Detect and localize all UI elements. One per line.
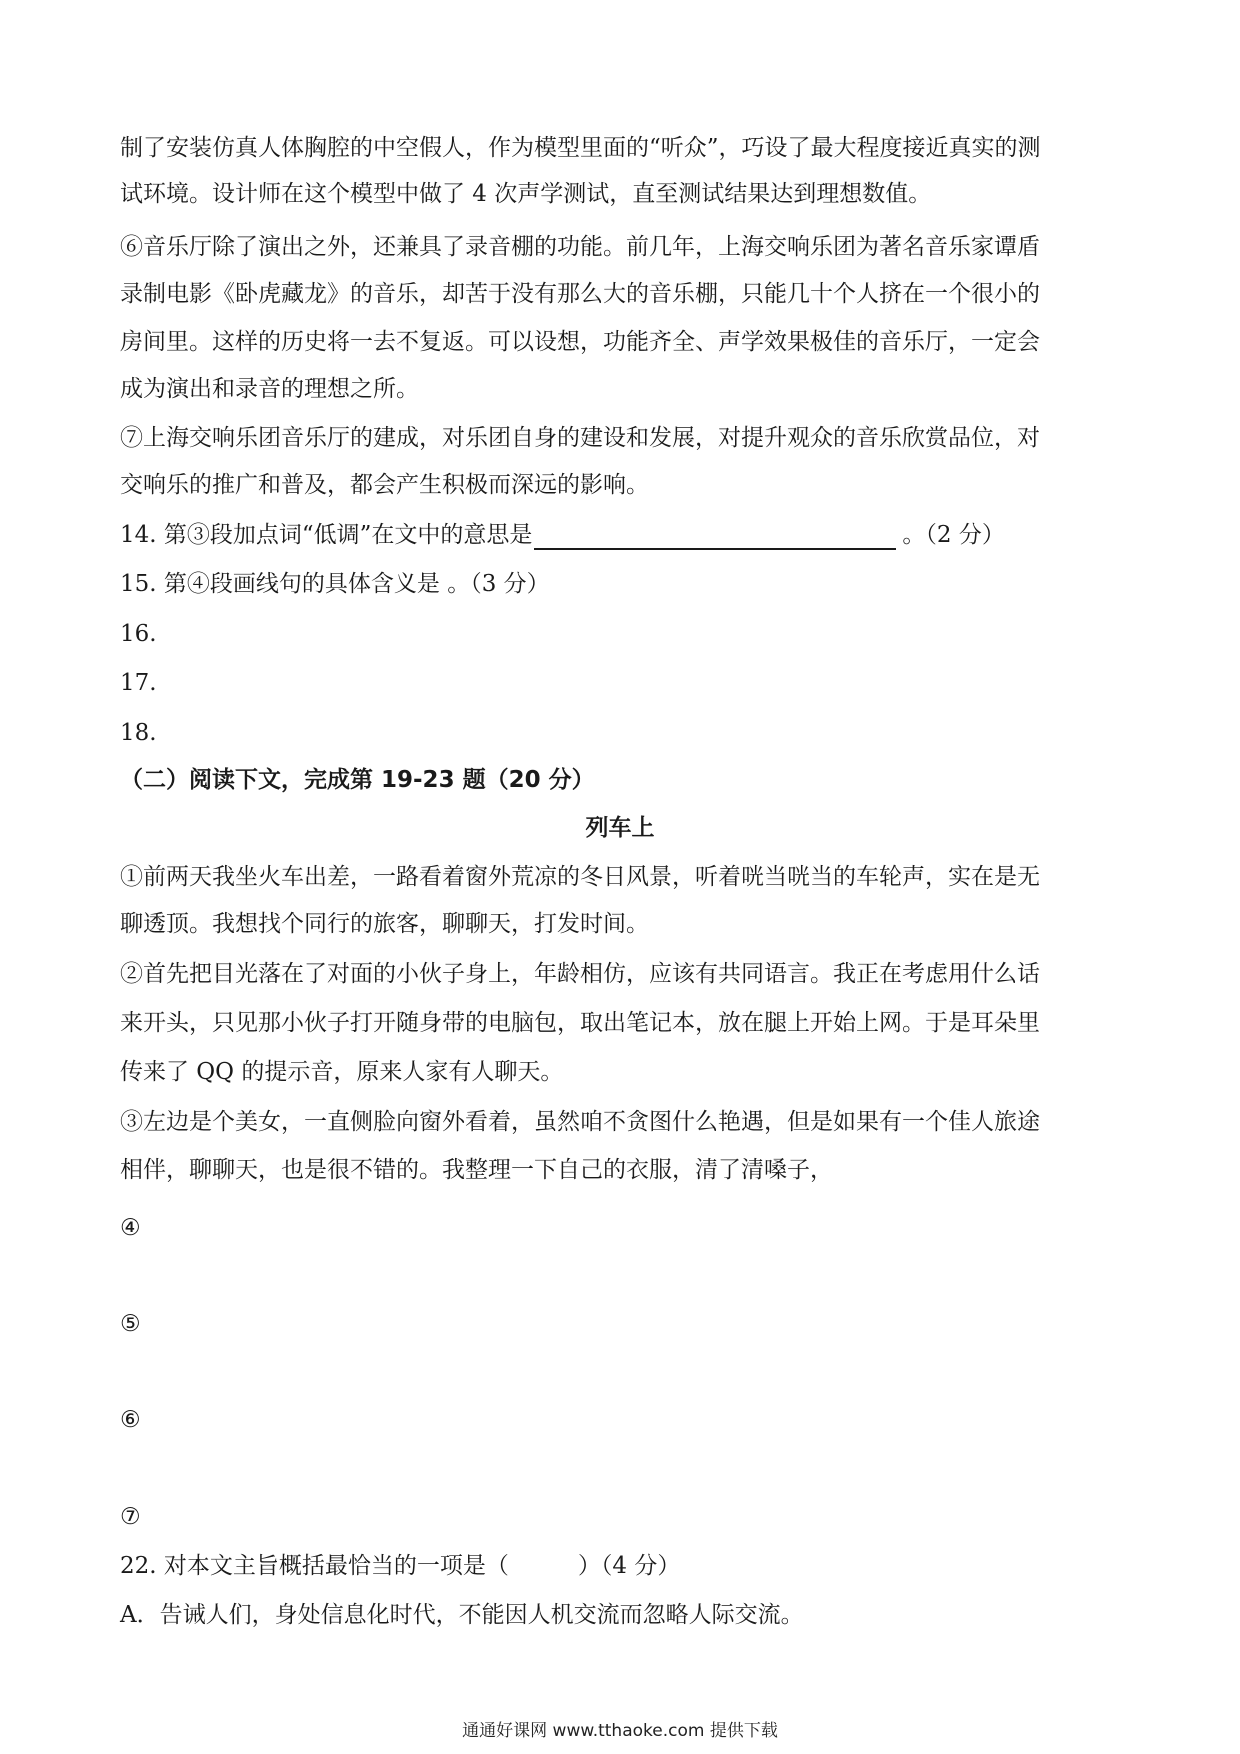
question-14-text: 14. 第③段加点词“低调”在文中的意思是 [120,522,533,548]
story-paragraph-2-line-2: 来开头，只见那小伙子打开随身带的电脑包，取出笔记本，放在腿上开始上网。于是耳朵里 [120,1010,1040,1036]
paragraph-5-line-1: 制了安装仿真人体胸腔的中空假人，作为模型里面的“听众”，巧设了最大程度接近真实的测 [120,135,1041,161]
paragraph-7-line-1: ⑦上海交响乐团音乐厅的建成，对乐团自身的建设和发展，对提升观众的音乐欣赏品位，对 [120,425,1040,451]
story-paragraph-6-marker: ⑥ [120,1407,141,1433]
paragraph-7-line-2: 交响乐的推广和普及，都会产生积极而深远的影响。 [120,472,649,498]
story-paragraph-2-line-1: ②首先把目光落在了对面的小伙子身上，年龄相仿，应该有共同语言。我正在考虑用什么话 [120,961,1040,987]
answer-blank-14[interactable] [534,524,896,550]
paragraph-5-line-2: 试环境。设计师在这个模型中做了 4 次声学测试，直至测试结果达到理想数值。 [120,181,932,207]
story-paragraph-7-marker: ⑦ [120,1504,141,1530]
story-paragraph-4-marker: ④ [120,1215,141,1241]
story-paragraph-3-line-2: 相伴，聊聊天，也是很不错的。我整理一下自己的衣服，清了清嗓子， [120,1157,833,1183]
question-14-score: 。（2 分） [902,522,1005,548]
story-paragraph-5-marker: ⑤ [120,1311,141,1337]
page-footer: 通通好课网 www.tthaoke.com 提供下载 [462,1721,778,1741]
story-paragraph-3-line-1: ③左边是个美女，一直侧脸向窗外看着，虽然咱不贪图什么艳遇，但是如果有一个佳人旅途 [120,1109,1040,1135]
question-22-option-a: A．告诫人们，身处信息化时代，不能因人机交流而忽略人际交流。 [120,1602,804,1628]
question-16: 16. [120,621,157,647]
question-14 [120,520,1130,550]
question-18: 18. [120,720,157,746]
section-heading: （二）阅读下文，完成第 19-23 题（20 分） [120,767,595,793]
paragraph-6-line-1: ⑥音乐厅除了演出之外，还兼具了录音棚的功能。前几年，上海交响乐团为著名音乐家谭盾 [120,234,1040,260]
paragraph-6-line-4: 成为演出和录音的理想之所。 [120,376,419,402]
story-paragraph-1-line-1: ①前两天我坐火车出差，一路看着窗外荒凉的冬日风景，听着咣当咣当的车轮声，实在是无 [120,864,1040,890]
paragraph-6-line-2: 录制电影《卧虎藏龙》的音乐，却苦于没有那么大的音乐棚，只能几十个人挤在一个很小的 [120,281,1040,307]
paragraph-6-line-3: 房间里。这样的历史将一去不复返。可以设想，功能齐全、声学效果极佳的音乐厅，一定会 [120,329,1040,355]
story-paragraph-1-line-2: 聊透顶。我想找个同行的旅客，聊聊天，打发时间。 [120,911,649,937]
question-17: 17. [120,670,157,696]
story-title: 列车上 [585,815,655,841]
question-22: 22. 对本文主旨概括最恰当的一项是（ ）（4 分） [120,1553,681,1579]
story-paragraph-2-line-3: 传来了 QQ 的提示音，原来人家有人聊天。 [120,1059,564,1085]
question-15: 15. 第④段画线句的具体含义是 。（3 分） [120,571,550,597]
